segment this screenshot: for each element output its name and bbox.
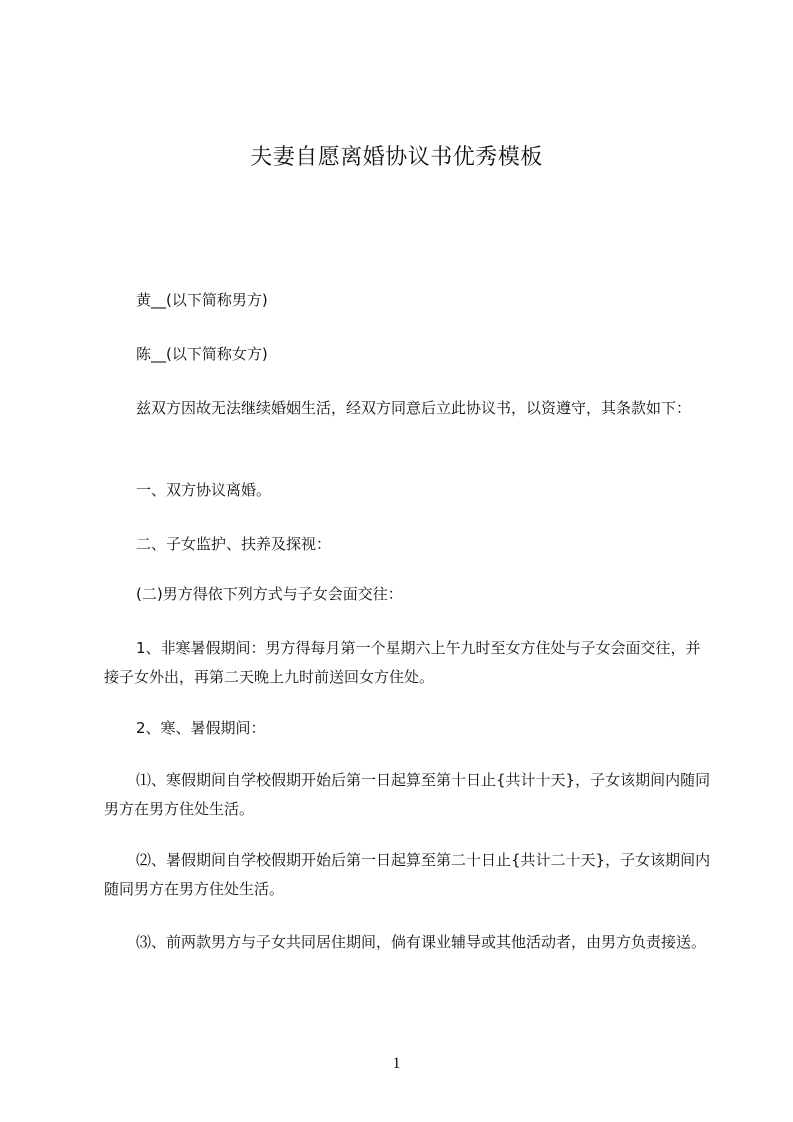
item-1-non-holiday: 1、非寒暑假期间：男方得每月第一个星期六上午九时至女方住处与子女会面交往，并接子女外出，再第二天晚上九时前送回女方住处。 xyxy=(104,639,701,686)
holiday-sub-1: ⑴、寒假期间自学校假期开始后第一日起算至第十日止{共计十天}，子女该期间内随同男方在男方住处生活。 xyxy=(104,771,711,818)
clause-1: 一、双方协议离婚。 xyxy=(136,481,272,499)
item-2-holiday: 2、寒、暑假期间： xyxy=(136,719,266,737)
page-number: 1 xyxy=(392,1055,401,1072)
party-male: 黄__(以下简称男方) xyxy=(136,291,268,309)
holiday-sub-2: ⑵、暑假期间自学校假期开始后第一日起算至第二十日止{共计二十天}，子女该期间内随同男方在男方住处生活。 xyxy=(104,851,711,898)
clause-2-sub: (二)男方得依下列方式与子女会面交往： xyxy=(136,585,403,603)
clause-2: 二、子女监护、扶养及探视： xyxy=(136,535,332,553)
party-female: 陈__(以下简称女方) xyxy=(136,345,268,363)
holiday-sub-3: ⑶、前两款男方与子女共同居住期间，倘有课业辅导或其他活动者，由男方负责接送。 xyxy=(136,933,707,951)
document-title: 夫妻自愿离婚协议书优秀模板 xyxy=(250,145,543,170)
preamble-paragraph: 兹双方因故无法继续婚姻生活，经双方同意后立此协议书，以资遵守，其条款如下： xyxy=(136,399,692,417)
